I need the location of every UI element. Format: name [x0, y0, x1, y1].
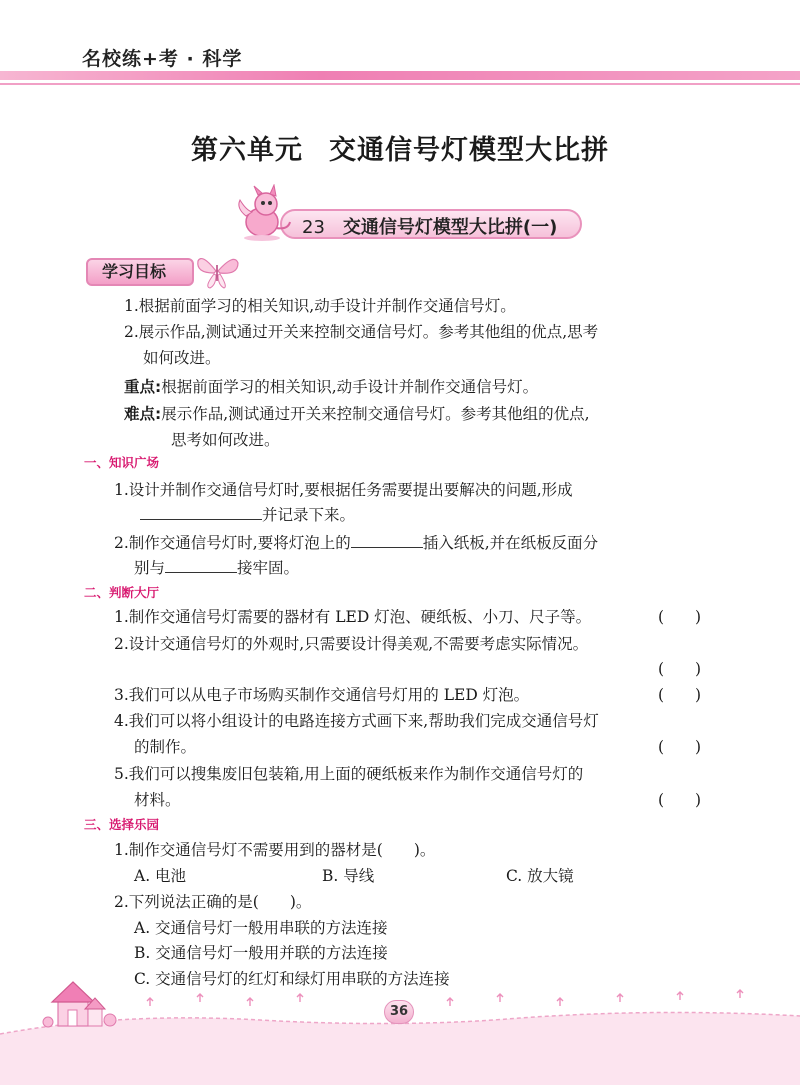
judge-q1-answer[interactable]: ( ) [658, 608, 702, 626]
knowledge-q1-tail: 并记录下来。 [262, 506, 356, 524]
knowledge-q2-cont [134, 556, 299, 578]
dragon-mascot-icon [232, 184, 296, 244]
judge-q4: 4.我们可以将小组设计的电路连接方式画下来,帮助我们完成交通信号灯 [114, 712, 599, 730]
knowledge-q2-head: 2.制作交通信号灯时,要将灯泡上的 [114, 534, 351, 552]
difficult-point-cont: 思考如何改进。 [171, 431, 280, 449]
house-icon [43, 982, 116, 1027]
choice-q1-option-a[interactable]: A. 电池 [134, 867, 187, 885]
choice-q2-option-a[interactable]: A. 交通信号灯一般用串联的方法连接 [134, 919, 388, 937]
judge-q3: 3.我们可以从电子市场购买制作交通信号灯用的 LED 灯泡。 [114, 686, 530, 704]
goal-item-1: 1.根据前面学习的相关知识,动手设计并制作交通信号灯。 [124, 297, 516, 315]
answer-blank[interactable] [351, 531, 423, 548]
unit-number: 第六单元 [191, 135, 303, 166]
knowledge-q1-cont [140, 503, 355, 525]
key-point [124, 375, 538, 397]
page-number: 36 [384, 1000, 414, 1024]
lesson-number: 23 [302, 217, 325, 238]
choice-q1: 1.制作交通信号灯不需要用到的器材是( )。 [114, 841, 436, 859]
book-title: 名校练+考 · 科学 [82, 48, 243, 70]
header-band [0, 71, 800, 80]
knowledge-q1: 1.设计并制作交通信号灯时,要根据任务需要提出要解决的问题,形成 [114, 481, 573, 499]
lesson-banner [232, 184, 584, 244]
answer-blank[interactable] [140, 503, 262, 520]
judge-q2: 2.设计交通信号灯的外观时,只需要设计得美观,不需要考虑实际情况。 [114, 635, 589, 653]
page-header [0, 0, 800, 90]
judge-q2-answer[interactable]: ( ) [658, 660, 702, 678]
section-judge: 二、判断大厅 [84, 585, 160, 600]
header-divider [0, 83, 800, 85]
judge-q5-cont: 材料。 [134, 791, 181, 809]
learning-goals-tag: 学习目标 [86, 258, 194, 286]
unit-title [0, 128, 800, 167]
section-choice: 三、选择乐园 [84, 817, 160, 832]
judge-q5: 5.我们可以搜集废旧包装箱,用上面的硬纸板来作为制作交通信号灯的 [114, 765, 584, 783]
lesson-name: 交通信号灯模型大比拼(一) [342, 217, 558, 238]
lesson-title [302, 213, 557, 239]
key-point-label: 重点: [124, 378, 162, 396]
section-knowledge: 一、知识广场 [84, 455, 160, 470]
key-point-text: 根据前面学习的相关知识,动手设计并制作交通信号灯。 [161, 378, 539, 396]
difficult-point [124, 402, 590, 424]
butterfly-icon [194, 251, 240, 291]
judge-q4-cont: 的制作。 [134, 738, 197, 756]
answer-blank[interactable] [165, 556, 237, 573]
judge-q5-answer[interactable]: ( ) [658, 791, 702, 809]
goal-item-2: 2.展示作品,测试通过开关来控制交通信号灯。参考其他组的优点,思考 [124, 323, 599, 341]
choice-q2-option-c[interactable]: C. 交通信号灯的红灯和绿灯用串联的方法连接 [134, 970, 450, 988]
footer-decoration [0, 972, 800, 1085]
knowledge-q2 [114, 531, 598, 553]
difficult-point-label: 难点: [124, 405, 162, 423]
judge-q3-answer[interactable]: ( ) [658, 686, 702, 704]
choice-q1-option-c[interactable]: C. 放大镜 [506, 867, 574, 885]
goal-item-2-cont: 如何改进。 [143, 349, 221, 367]
difficult-point-text: 展示作品,测试通过开关来控制交通信号灯。参考其他组的优点, [161, 405, 590, 423]
knowledge-q2-mid: 插入纸板,并在纸板反面分 [422, 534, 599, 552]
choice-q2-option-b[interactable]: B. 交通信号灯一般用并联的方法连接 [134, 944, 388, 962]
knowledge-q2-c: 别与 [134, 559, 166, 577]
choice-q2: 2.下列说法正确的是( )。 [114, 893, 312, 911]
choice-q1-option-b[interactable]: B. 导线 [322, 867, 375, 885]
judge-q4-answer[interactable]: ( ) [658, 738, 702, 756]
knowledge-q2-tail: 接牢固。 [237, 559, 300, 577]
judge-q1: 1.制作交通信号灯需要的器材有 LED 灯泡、硬纸板、小刀、尺子等。 [114, 608, 592, 626]
unit-name: 交通信号灯模型大比拼 [329, 135, 609, 166]
